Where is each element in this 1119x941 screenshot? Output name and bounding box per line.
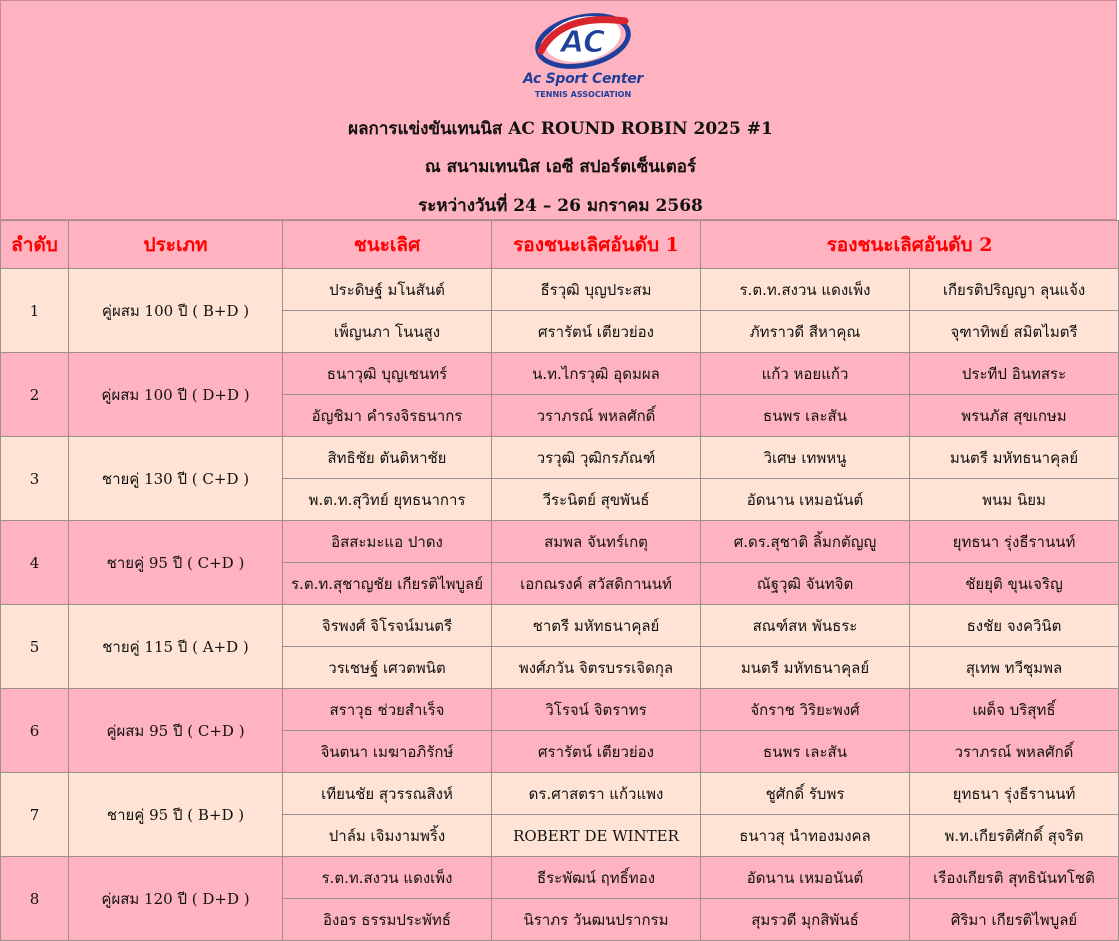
winner-cell: วรเชษฐ์ เศวตพนิต — [283, 647, 492, 689]
winner-cell: พ.ต.ท.สุวิทย์ ยุทธนาการ — [283, 479, 492, 521]
runner-up-1-cell: พงศ์ภวัน จิตรบรรเจิดกุล — [492, 647, 701, 689]
winner-cell: อิสสะมะแอ ปาดง — [283, 521, 492, 563]
winner-cell: สิทธิชัย ตันติหาชัย — [283, 437, 492, 479]
runner-up-2-cell: ศ.ดร.สุชาติ ลิ้มกตัญญู — [701, 521, 910, 563]
runner-up-1-cell: ธีรวุฒิ บุญประสม — [492, 269, 701, 311]
runner-up-1-cell: เอกณรงค์ สวัสดิกานนท์ — [492, 563, 701, 605]
category-cell: คู่ผสม 120 ปี ( D+D ) — [69, 857, 283, 941]
runner-up-2-cell: แก้ว หอยแก้ว — [701, 353, 910, 395]
winner-cell: ประดิษฐ์ มโนสันต์ — [283, 269, 492, 311]
table-row — [1, 269, 1119, 311]
winner-cell: ธนาวุฒิ บุญเชนทร์ — [283, 353, 492, 395]
rank-cell: 2 — [1, 353, 69, 437]
runner-up-1-cell: นิราภร วันฒนปรากรม — [492, 899, 701, 941]
rank-cell: 3 — [1, 437, 69, 521]
category-cell: ชายคู่ 130 ปี ( C+D ) — [69, 437, 283, 521]
winner-cell: จิรพงศ์ จิโรจน์มนตรี — [283, 605, 492, 647]
runner-up-2-cell: พ.ท.เกียรติศักดิ์ สุจริต — [910, 815, 1119, 857]
results-table — [0, 220, 1119, 941]
runner-up-2-cell: ธนาวสุ นำทองมงคล — [701, 815, 910, 857]
rank-cell: 8 — [1, 857, 69, 941]
ac-sport-center-logo — [521, 7, 661, 103]
runner-up-2-cell: เรืองเกียรติ สุทธินันทโชติ — [910, 857, 1119, 899]
category-cell: คู่ผสม 100 ปี ( D+D ) — [69, 353, 283, 437]
runner-up-1-cell: ดร.ศาสตรา แก้วแพง — [492, 773, 701, 815]
category-cell: คู่ผสม 100 ปี ( B+D ) — [69, 269, 283, 353]
runner-up-2-cell: พนม นิยม — [910, 479, 1119, 521]
header-runner-up-1: รองชนะเลิศอันดับ 1 — [492, 221, 701, 269]
header-category: ประเภท — [69, 221, 283, 269]
runner-up-1-cell: ชาตรี มหัทธนาคุลย์ — [492, 605, 701, 647]
runner-up-1-cell: วีระนิตย์ สุขพันธ์ — [492, 479, 701, 521]
runner-up-2-cell: ธงชัย จงควินิต — [910, 605, 1119, 647]
table-row — [1, 773, 1119, 815]
title-line-3: ระหว่างวันที่ 24 – 26 มกราคม 2568 — [418, 196, 703, 216]
runner-up-2-cell: ภัทราวดี สีหาคุณ — [701, 311, 910, 353]
winner-cell: ร.ต.ท.สงวน แดงเพ็ง — [283, 857, 492, 899]
runner-up-2-cell: วิเศษ เทพหนู — [701, 437, 910, 479]
runner-up-2-cell: ยุทธนา รุ่งธีรานนท์ — [910, 773, 1119, 815]
header-runner-up-2: รองชนะเลิศอันดับ 2 — [701, 221, 1119, 269]
table-row — [1, 521, 1119, 563]
runner-up-2-cell: วราภรณ์ พหลศักดิ์ — [910, 731, 1119, 773]
runner-up-2-cell: อัดนาน เหมอนันต์ — [701, 857, 910, 899]
winner-cell: สราวุธ ช่วยสำเร็จ — [283, 689, 492, 731]
rank-cell: 4 — [1, 521, 69, 605]
runner-up-2-cell: ศิริมา เกียรติไพบูลย์ — [910, 899, 1119, 941]
winner-cell: ปาล์ม เจิมงามพริ้ง — [283, 815, 492, 857]
runner-up-2-cell: ธนพร เละสัน — [701, 731, 910, 773]
header-winner: ชนะเลิศ — [283, 221, 492, 269]
runner-up-2-cell: ยุทธนา รุ่งธีรานนท์ — [910, 521, 1119, 563]
winner-cell: อิงอร ธรรมประพัทธ์ — [283, 899, 492, 941]
runner-up-2-cell: ณัฐวุฒิ จันทจิต — [701, 563, 910, 605]
runner-up-2-cell: ร.ต.ท.สงวน แดงเพ็ง — [701, 269, 910, 311]
logo-subtitle: TENNIS ASSOCIATION — [534, 90, 632, 99]
runner-up-2-cell: มนตรี มหัทธนาคุลย์ — [701, 647, 910, 689]
rank-cell: 6 — [1, 689, 69, 773]
runner-up-2-cell: พรนภัส สุขเกษม — [910, 395, 1119, 437]
runner-up-2-cell: ธนพร เละสัน — [701, 395, 910, 437]
table-row — [1, 857, 1119, 899]
header-banner — [0, 0, 1117, 220]
runner-up-2-cell: อัดนาน เหมอนันต์ — [701, 479, 910, 521]
runner-up-1-cell: วรวุฒิ วุฒิกรภัณฑ์ — [492, 437, 701, 479]
runner-up-2-cell: เผด็จ บริสุทธิ์ — [910, 689, 1119, 731]
winner-cell: เทียนชัย สุวรรณสิงห์ — [283, 773, 492, 815]
table-row — [1, 353, 1119, 395]
table-row — [1, 689, 1119, 731]
runner-up-2-cell: จุฑาทิพย์ สมิตไมตรี — [910, 311, 1119, 353]
ac-logo-icon — [521, 7, 645, 71]
title-line-2: ณ สนามเทนนิส เอซี สปอร์ตเซ็นเตอร์ — [424, 157, 697, 177]
category-cell: ชายคู่ 95 ปี ( C+D ) — [69, 521, 283, 605]
table-header-row — [1, 221, 1119, 269]
runner-up-1-cell: สมพล จันทร์เกตุ — [492, 521, 701, 563]
runner-up-2-cell: สุเทพ ทวีชุมพล — [910, 647, 1119, 689]
runner-up-2-cell: ชูศักดิ์ รับพร — [701, 773, 910, 815]
category-cell: ชายคู่ 115 ปี ( A+D ) — [69, 605, 283, 689]
winner-cell: จินตนา เมฆาอภิรักษ์ — [283, 731, 492, 773]
runner-up-1-cell: ธีระพัฒน์ ฤทธิ์ทอง — [492, 857, 701, 899]
runner-up-1-cell: ศรารัตน์ เตียวย่อง — [492, 731, 701, 773]
title-line-1: ผลการแข่งขันเทนนิส AC ROUND ROBIN 2025 #1 — [348, 119, 773, 139]
rank-cell: 7 — [1, 773, 69, 857]
runner-up-1-cell: วิโรจน์ จิตราทร — [492, 689, 701, 731]
table-row — [1, 437, 1119, 479]
runner-up-1-cell: น.ท.ไกรวุฒิ อุดมผล — [492, 353, 701, 395]
category-cell: ชายคู่ 95 ปี ( B+D ) — [69, 773, 283, 857]
svg-text:AC: AC — [560, 25, 606, 60]
runner-up-2-cell: ชัยยุติ ขุนเจริญ — [910, 563, 1119, 605]
logo-name: Ac Sport Center — [522, 71, 644, 87]
rank-cell: 1 — [1, 269, 69, 353]
rank-cell: 5 — [1, 605, 69, 689]
runner-up-1-cell: ศรารัตน์ เตียวย่อง — [492, 311, 701, 353]
runner-up-2-cell: จักราช วิริยะพงศ์ — [701, 689, 910, 731]
header-rank: ลำดับ — [1, 221, 69, 269]
runner-up-2-cell: สณฑ์สห พันธระ — [701, 605, 910, 647]
table-row — [1, 605, 1119, 647]
runner-up-2-cell: ประทีป อินทสระ — [910, 353, 1119, 395]
winner-cell: อัญชิมา คำรงจิรธนากร — [283, 395, 492, 437]
category-cell: คู่ผสม 95 ปี ( C+D ) — [69, 689, 283, 773]
runner-up-2-cell: มนตรี มหัทธนาคุลย์ — [910, 437, 1119, 479]
winner-cell: เพ็ญนภา โนนสูง — [283, 311, 492, 353]
winner-cell: ร.ต.ท.สุชาญชัย เกียรติไพบูลย์ — [283, 563, 492, 605]
runner-up-1-cell: ROBERT DE WINTER — [492, 815, 701, 857]
runner-up-2-cell: เกียรติปริญญา ลุนแจ้ง — [910, 269, 1119, 311]
runner-up-1-cell: วราภรณ์ พหลศักดิ์ — [492, 395, 701, 437]
runner-up-2-cell: สุมรวดี มุกสิพันธ์ — [701, 899, 910, 941]
